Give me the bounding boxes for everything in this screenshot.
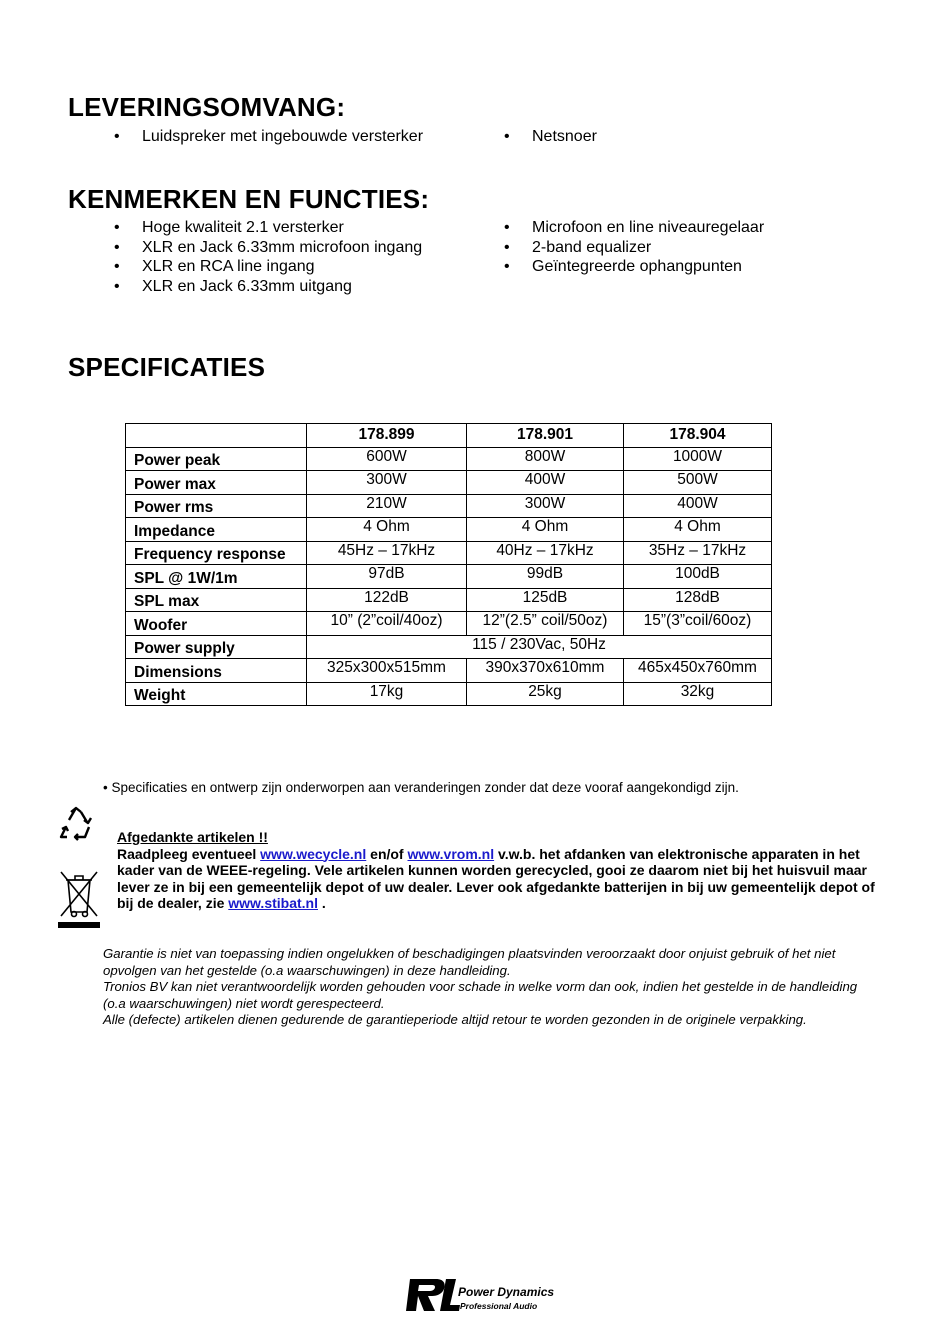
logo-tagline: Professional Audio — [460, 1301, 538, 1311]
table-row — [126, 471, 772, 495]
table-cell: 300W — [467, 494, 624, 518]
levering-title: LEVERINGSOMVANG: — [68, 92, 346, 122]
row-label: Impedance — [126, 518, 307, 542]
weee-heading: Afgedankte artikelen !! — [117, 829, 268, 845]
table-cell: 300W — [307, 471, 467, 495]
power-dynamics-logo — [402, 1276, 562, 1316]
table-header-cell: 178.901 — [467, 424, 624, 448]
list-item: • XLR en RCA line ingang — [142, 257, 482, 277]
table-cell: 122dB — [307, 588, 467, 612]
table-cell: 4 Ohm — [624, 518, 772, 542]
levering-list-right — [532, 127, 872, 147]
list-item: • Geïntegreerde ophangpunten — [532, 257, 872, 277]
table-cell: 465x450x760mm — [624, 659, 772, 683]
vrom-link[interactable]: www.vrom.nl — [407, 845, 495, 862]
table-cell: 800W — [467, 447, 624, 471]
table-cell: 400W — [467, 471, 624, 495]
table-cell: 45Hz – 17kHz — [307, 541, 467, 565]
table-cell: 40Hz – 17kHz — [467, 541, 624, 565]
table-cell: 4 Ohm — [467, 518, 624, 542]
stibat-link[interactable]: www.stibat.nl — [228, 895, 318, 911]
table-cell: 500W — [624, 471, 772, 495]
spec-table — [125, 423, 772, 706]
kenmerken-list-left — [142, 218, 482, 296]
table-header-cell — [126, 424, 307, 448]
table-row — [126, 447, 772, 471]
note-text: Specificaties en ontwerp zijn onderworpen aan veranderingen zonder dat deze vooraf aangekondigd zijn. — [111, 780, 739, 795]
logo-mark-icon — [402, 1276, 460, 1314]
table-row — [126, 612, 772, 636]
table-cell: 99dB — [467, 565, 624, 589]
table-row — [126, 494, 772, 518]
row-label: Power max — [126, 471, 307, 495]
table-cell: 35Hz – 17kHz — [624, 541, 772, 565]
table-cell: 100dB — [624, 565, 772, 589]
row-label: Power rms — [126, 494, 307, 518]
table-cell: 10” (2”coil/40oz) — [307, 612, 467, 636]
table-cell: 17kg — [307, 682, 467, 706]
levering-list-left — [142, 127, 482, 147]
table-cell: 97dB — [307, 565, 467, 589]
table-header-cell: 178.899 — [307, 424, 467, 448]
list-item: • XLR en Jack 6.33mm microfoon ingang — [142, 238, 482, 258]
list-item: • Microfoon en line niveauregelaar — [532, 218, 872, 238]
table-cell: 4 Ohm — [307, 518, 467, 542]
table-row — [126, 659, 772, 683]
warranty-paragraph: Garantie is niet van toepassing indien ongelukken of beschadigingen plaatsvinden veroorzaakt door onjuist gebruik of het niet opvolgen van het gestelde (o.a waarschuwingen) in deze handleiding. — [103, 946, 836, 978]
list-item: • Netsnoer — [532, 127, 872, 147]
table-cell: 390x370x610mm — [467, 659, 624, 683]
row-label: Power supply — [126, 635, 307, 659]
warranty-text — [103, 946, 883, 1029]
table-cell: 15”(3”coil/60oz) — [624, 612, 772, 636]
table-row — [126, 518, 772, 542]
row-label: SPL @ 1W/1m — [126, 565, 307, 589]
table-header-row — [126, 424, 772, 448]
table-row — [126, 565, 772, 589]
warranty-paragraph: Alle (defecte) artikelen dienen gedurende de garantieperiode altijd retour te worden gezonden in de originele verpakking. — [103, 1012, 807, 1027]
kenmerken-list-right — [532, 218, 872, 277]
table-cell: 128dB — [624, 588, 772, 612]
crossed-bin-icon — [56, 866, 102, 930]
weee-text: . — [318, 895, 326, 911]
row-label: Frequency response — [126, 541, 307, 565]
table-cell: 325x300x515mm — [307, 659, 467, 683]
recycle-icon — [58, 806, 94, 842]
table-cell: 210W — [307, 494, 467, 518]
weee-body — [117, 846, 877, 912]
list-item: • Hoge kwaliteit 2.1 versterker — [142, 218, 482, 238]
list-item: • Luidspreker met ingebouwde versterker — [142, 127, 482, 147]
table-row — [126, 682, 772, 706]
warranty-paragraph: Tronios BV kan niet verantwoordelijk worden gehouden voor schade in welke vorm dan ook, indien het gestelde in de handleiding (o.a waarschuwingen) niet wordt gerespecteerd. — [103, 979, 858, 1011]
row-label: Weight — [126, 682, 307, 706]
specificaties-title: SPECIFICATIES — [68, 352, 266, 382]
logo-brand-name: Power Dynamics — [458, 1285, 555, 1299]
weee-text: v.w.b. het afdanken van elektronische apparaten in het kader van de WEEE-regeling. Vele artikelen kunnen worden gerecycled, gooi ze daarom niet bij het huisvuil maar lever ze in bij een gemeentelijk depot of uw dealer. Lever ook afgedankte batterijen in bij uw gemeentelijk depot of bij de dealer, zie — [117, 845, 875, 911]
wecycle-link[interactable]: www.wecycle.nl — [260, 845, 367, 862]
weee-notice — [117, 829, 877, 912]
table-cell: 125dB — [467, 588, 624, 612]
row-label: Woofer — [126, 612, 307, 636]
table-cell: 600W — [307, 447, 467, 471]
table-cell: 1000W — [624, 447, 772, 471]
table-cell: 25kg — [467, 682, 624, 706]
kenmerken-title: KENMERKEN EN FUNCTIES: — [68, 184, 430, 214]
table-cell: 12”(2.5” coil/50oz) — [467, 612, 624, 636]
spec-note — [103, 780, 863, 795]
list-item: • XLR en Jack 6.33mm uitgang — [142, 277, 482, 297]
table-row — [126, 588, 772, 612]
weee-text: en/of — [366, 845, 408, 862]
weee-text: Raadpleeg eventueel — [117, 845, 261, 862]
table-row — [126, 541, 772, 565]
table-cell-merged: 115 / 230Vac, 50Hz — [307, 635, 772, 659]
table-header-cell: 178.904 — [624, 424, 772, 448]
list-item: • 2-band equalizer — [532, 238, 872, 258]
table-cell: 32kg — [624, 682, 772, 706]
table-row — [126, 635, 772, 659]
row-label: SPL max — [126, 588, 307, 612]
row-label: Power peak — [126, 447, 307, 471]
row-label: Dimensions — [126, 659, 307, 683]
note-bullet: • — [103, 780, 108, 795]
table-cell: 400W — [624, 494, 772, 518]
